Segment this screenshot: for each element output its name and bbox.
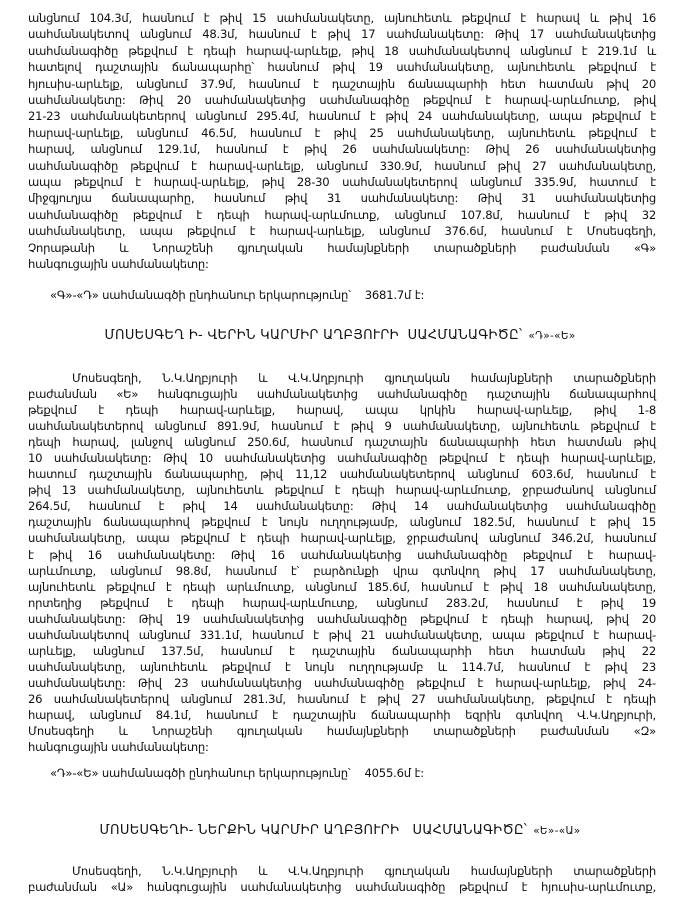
text-line: սահմանակետը, ապա թեքվում է հարավ-արևելք, անցնում 376.6մ, հասնում է Մոսեսգեղի, [28, 224, 656, 239]
text-line: սահմանակետը: Թիվ 19 սահմանակետից սահմանագիծը թեքվում է դեպի հարավ, թիվ 20 [28, 611, 656, 626]
heading-code: «Ե»-«Ա» [533, 825, 581, 837]
text-line: Մոսեսգեղի և Նորաշենի գյուղական համայնքների տարածքների բաժանման «Զ» [28, 724, 656, 739]
text-line: հարավ, անցնում 129.1մ, հասնում է թիվ 26 սահմանակետը: Թիվ 26 սահմանակետից [28, 142, 656, 157]
heading-code: «Դ»-«Ե» [528, 330, 576, 342]
text-line: հանգուցային սահմանակետը: [28, 740, 209, 755]
text-line: հարավ-արևելք, անցնում 46.5մ, հասնում է թիվ 25 սահմանակետը, այնուհետև թեքվում է [28, 125, 656, 140]
text-line: հանգուցային սահմանակետը: [28, 257, 209, 272]
text-line: անցնում 104.3մ, հասնում է թիվ 15 սահմանակետը, այնուհետև թեքվում է հարավ և թիվ 16 [28, 11, 656, 25]
text-line: թեքվում է դեպի հարավ-արևելք, հարավ, ապա կրկին հարավ-արևելք, թիվ 1-8 [28, 403, 656, 418]
heading-title: ՄՈՍԵՍԳԵՂԻ- ՆԵՐՔԻՆ ԿԱՐՄԻՐ ԱՂԲՅՈՒՐԻ ՍԱՀՄԱՆԱԳԻԾԸ՝ [99, 823, 528, 838]
heading-title: ՄՈՍԵՍԳԵՂ Ի- ՎԵՐԻՆ ԿԱՐՄԻՐ ԱՂԲՅՈՒՐԻ ՍԱՀՄԱՆԱԳԻԾԸ՝ [104, 328, 523, 343]
paragraph-border-g [28, 10, 656, 273]
text-line: է թիվ 16 սահմանակետը: Թիվ 16 սահմանակետից սահմանագիծը թեքվում է հարավ- [28, 547, 656, 562]
section-heading-d-e [0, 328, 680, 343]
text-line: սահմանակետը, այնուհետև թեքվում է նույն ուղղությամբ և 114.7մ, հասնում է թիվ 23 [28, 659, 656, 674]
text-line: 26 սահմանակետերով անցնում 281.3մ, հասնում է թիվ 27 սահմանակետը, թեքվում է դեպի [28, 691, 656, 706]
paragraph-border-d-e [28, 370, 656, 755]
border-length-g-d [50, 288, 424, 302]
text-line: այնուհետև թեքվում է դեպի արևմուտք, անցնում 185.6մ, հասնում է թիվ 18 սահմանակետը, [28, 579, 656, 594]
text-line: սահմանակետով անցնում 331.1մ, հասնում է թիվ 21 սահմանակետը, ապա թեքվում է հարավ- [28, 627, 656, 642]
text-line: արևելք, անցնում 137.5մ, հասնում է դաշտային ճանապարհի հետ հատման թիվ 22 [28, 643, 656, 658]
text-line: հատելով դաշտային ճանապարհը՝ հասնում թիվ 19 սահմանակետը, այնուհետև թեքվում է [28, 60, 656, 75]
text-line: Մոսեսգեղի, Ն.Կ.Աղբյուրի և Վ.Կ.Աղբյուրի գյուղական համայնքների տարածքների [72, 371, 656, 385]
text-line: բաժանման «Ա» հանգուցային սահմանակետից սահմանագիծը թեքվում է հյուսիս-արևմուտք, [28, 880, 656, 895]
text-line: սահմանակետը, ապա թեքվում է դեպի հարավ-արևելք, ջրբաժանով անցնում 346.2մ, հասնում [28, 531, 656, 546]
text-line: Մոսեսգեղի, Ն.Կ.Աղբյուրի և Վ.Կ.Աղբյուրի գյուղական համայնքների տարածքների [72, 864, 656, 878]
text-line: սահմանակետերով անցնում 891.9մ, հասնում է թիվ 9 սահմանակետը, այնուհետև թեքվում է [28, 419, 656, 434]
text-line: որտեղից թեքվում է դեպի հարավ-արևմուտք, անցնում 283.2մ, հասնում է թիվ 19 [28, 595, 656, 610]
text-line: սահմանակետով անցնում 48.3մ, հասնում է թիվ 17 սահմանակետը: Թիվ 17 սահմանակետից [28, 27, 656, 42]
text-line: թիվ 13 սահմանակետը, այնուհետև թեքվում է դեպի հարավ-արևմուտք, ջրբաժանով անցնում [28, 483, 656, 498]
text-line: սահմանագիծը թեքվում է դեպի հարավ-արևմուտք, անցնում 107.8մ, հասնում է թիվ 32 [28, 207, 656, 222]
text-line: 10 սահմանակետը: Թիվ 10 սահմանակետից սահմանագիծը թեքվում է դեպի հարավ-արևելք, [28, 451, 656, 466]
text-line: 264.5մ, հասնում է թիվ 14 սահմանակետը: Թիվ 14 սահմանակետից սահմանագիծը [28, 499, 656, 514]
text-line: հյուսիս-արևելք, անցնում 37.9մ, հասնում է դաշտային ճանապարհի հետ հատման թիվ 20 [28, 76, 656, 91]
text-line: դաշտային ճանապարհով թեքվում է նույն ուղղությամբ, անցնում 182.5մ, հասնում է թիվ 15 [28, 515, 656, 530]
paragraph-border-e-a [28, 863, 656, 895]
text-line: սահմանագիծը թեքվում է հարավ-արևելք, անցնում 330.9մ, հասնում թիվ 27 սահմանակետը, [28, 158, 656, 173]
length-value: 4055.6մ է: [364, 766, 424, 780]
text-line: 21-23 սահմանակետերով անցնում 295.4մ, հասնում է թիվ 24 սահմանակետը, ապա թեքվում է [28, 109, 656, 124]
length-label: «Դ»-«Ե» սահմանագծի ընդհանուր երկարությունը՝ [50, 766, 351, 780]
border-length-d-e [50, 766, 424, 780]
text-line: սահմանակետը: Թիվ 23 սահմանակետից սահմանագիծը թեքվում է հարավ-արևելք, թիվ 24- [28, 675, 656, 690]
length-label: «Գ»-«Դ» սահմանագծի ընդհանուր երկարությունը՝ [50, 288, 351, 302]
text-line: արևմուտք, անցնում 98.8մ, հասնում է՝ բարձունքի վրա գտնվող թիվ 17 սահմանակետը, [28, 563, 656, 578]
length-value: 3681.7մ է: [364, 288, 425, 302]
text-line: Չորաթանի և Նորաշենի գյուղական համայնքների տարածքների բաժանման «Գ» [28, 240, 656, 255]
text-line: դեպի հարավ, լանջով անցնում 250.6մ, հասնում դաշտային ճանապարհի հետ հատման թիվ [28, 435, 656, 450]
text-line: միջգյուղյա ճանապարհը, հասնում թիվ 31 սահմանակետը: Թիվ 31 սահմանակետից [28, 191, 656, 206]
text-line: հատում դաշտային ճանապարհը, թիվ 11,12 սահմանակետերով անցնում 603.6մ, հասնում է [28, 467, 656, 482]
section-heading-e-a [0, 823, 680, 838]
text-line: բաժանման «Ե» հանգուցային սահմանակետից սահմանագիծը դաշտային ճանապարհով [28, 387, 656, 402]
text-line: սահմանագիծը թեքվում է դեպի հարավ-արևելք, թիվ 18 սահմանակետով անցնում է 219.1մ և [28, 43, 656, 58]
text-line: ապա թեքվում է հարավ-արևելք, թիվ 28-30 սահմանակետերով անցնում 335.9մ, հատում է [28, 175, 656, 190]
text-line: հարավ, անցնում 84.1մ, հասնում է դաշտային ճանապարհի եզրին գտնվող Վ.Կ.Աղբյուրի, [28, 707, 656, 722]
text-line: սահմանակետը: Թիվ 20 սահմանակետից սահմանագիծը թեքվում է հարավ-արևմուտք, թիվ [28, 93, 656, 108]
